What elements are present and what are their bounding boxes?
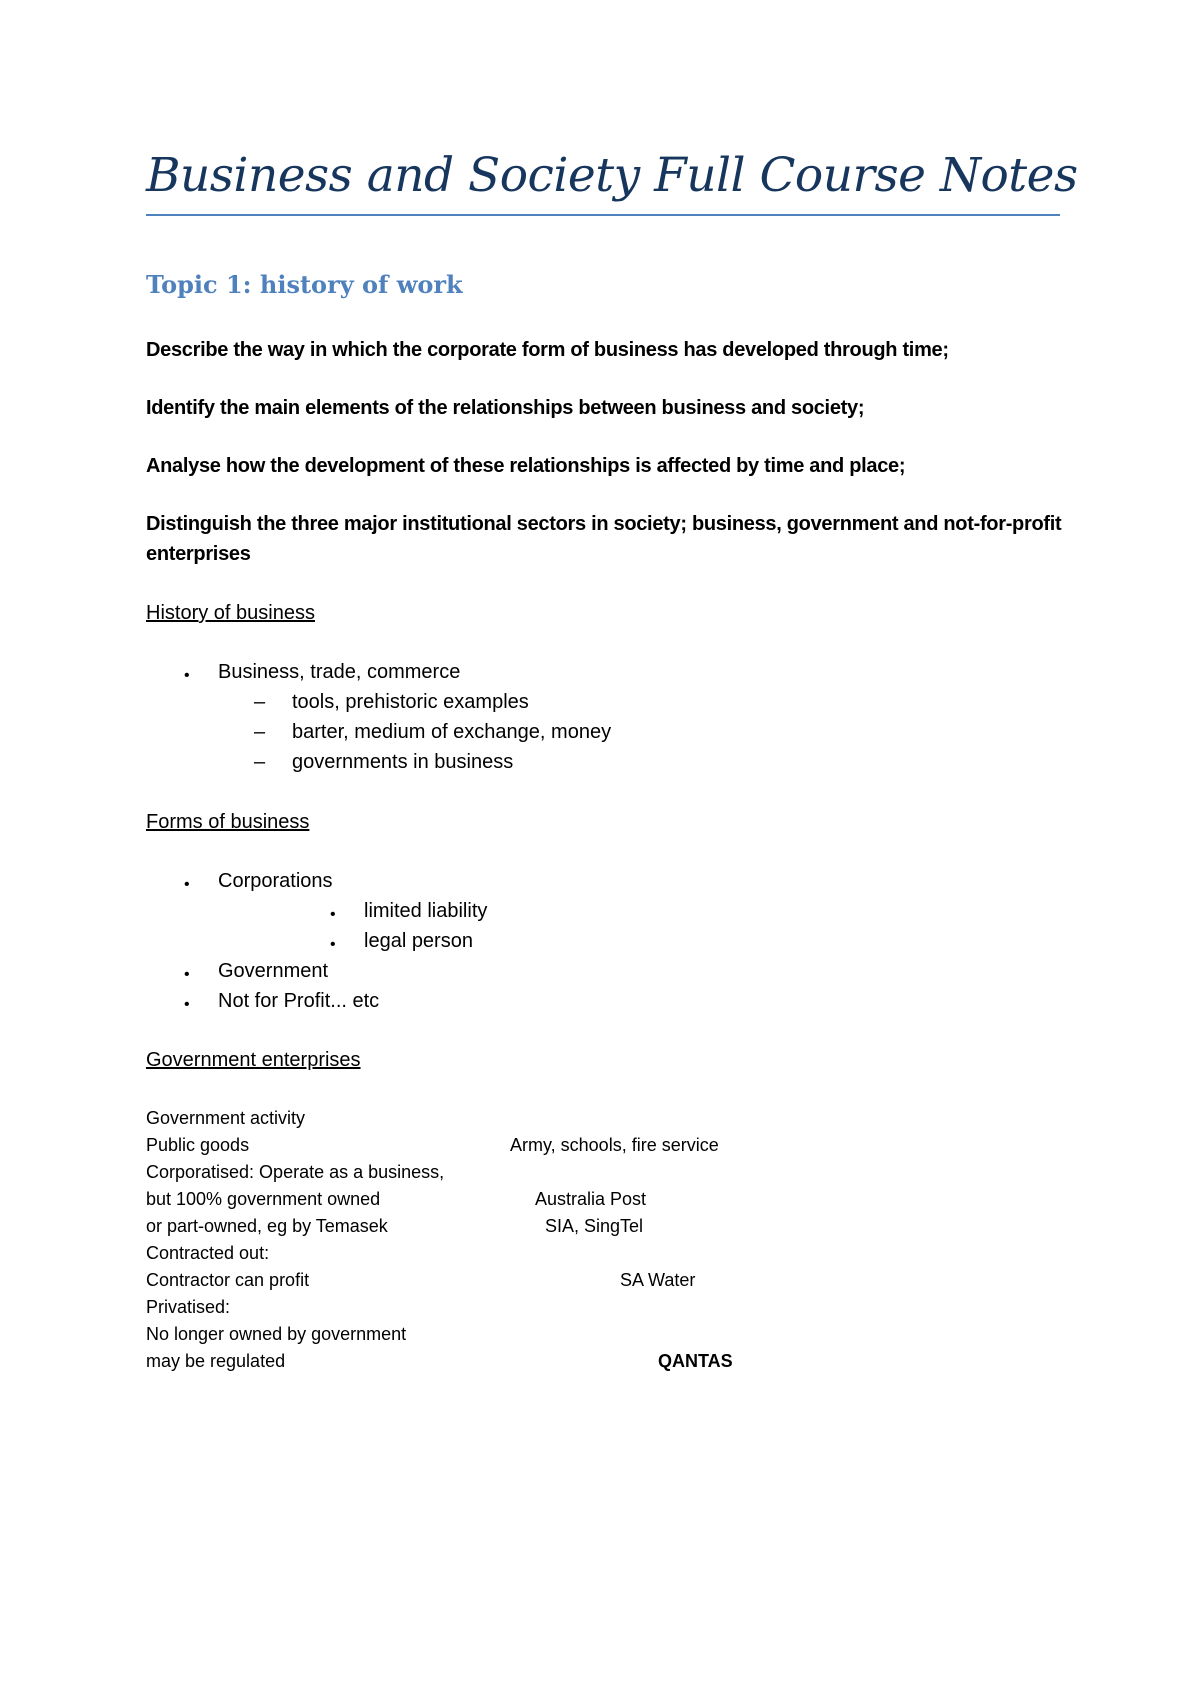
gov-example: SIA, SingTel [545, 1216, 644, 1236]
history-of-business-heading: History of business [146, 602, 315, 624]
document-title: Business and Society Full Course Notes [146, 148, 1078, 203]
forms-of-business-heading: Forms of business [146, 811, 310, 833]
gov-example: Australia Post [535, 1189, 647, 1209]
objective-4: Distinguish the three major institutional sectors in society; business, government and not-for-profit enterprises [146, 513, 1062, 565]
gov-line: Government activity [146, 1108, 306, 1128]
gov-example: QANTAS [658, 1351, 733, 1371]
history-sub-item: tools, prehistoric examples [292, 691, 529, 713]
history-bullet-business-trade: Business, trade, commerce [218, 661, 461, 683]
history-sub-item: governments in business [292, 751, 514, 773]
gov-line: may be regulated [146, 1351, 286, 1371]
topic-heading: Topic 1: history of work [146, 270, 463, 299]
forms-subitem-limited-liability: limited liability [364, 900, 488, 922]
bullet-glyph: • [184, 667, 190, 684]
gov-line: Public goods [146, 1135, 250, 1155]
forms-item-government: Government [218, 960, 329, 982]
government-enterprises-heading: Government enterprises [146, 1049, 361, 1071]
forms-item-corporations: Corporations [218, 870, 333, 892]
dash-glyph: – [254, 751, 266, 773]
title-underline-rule [146, 214, 1060, 216]
gov-line: Privatised: [146, 1297, 231, 1317]
dash-glyph: – [254, 721, 266, 743]
forms-item-not-for-profit: Not for Profit... etc [218, 990, 380, 1012]
forms-subitem-legal-person: legal person [364, 930, 473, 952]
gov-line: No longer owned by government [146, 1324, 407, 1344]
bullet-glyph: • [330, 906, 336, 923]
gov-line: but 100% government owned [146, 1189, 381, 1209]
gov-line: Contracted out: [146, 1243, 270, 1263]
bullet-glyph: • [184, 876, 190, 893]
gov-example: SA Water [620, 1270, 696, 1290]
gov-line: or part-owned, eg by Temasek [146, 1216, 388, 1236]
objective-2: Identify the main elements of the relationships between business and society; [146, 397, 865, 419]
bullet-glyph: • [184, 996, 190, 1013]
dash-glyph: – [254, 691, 266, 713]
gov-line: Corporatised: Operate as a business, [146, 1162, 445, 1182]
gov-line: Contractor can profit [146, 1270, 310, 1290]
objective-1: Describe the way in which the corporate form of business has developed through time; [146, 339, 949, 361]
history-sub-item: barter, medium of exchange, money [292, 721, 612, 743]
bullet-glyph: • [184, 966, 190, 983]
bullet-glyph: • [330, 936, 336, 953]
objective-3: Analyse how the development of these relationships is affected by time and place; [146, 455, 906, 477]
gov-example: Army, schools, fire service [510, 1135, 719, 1155]
